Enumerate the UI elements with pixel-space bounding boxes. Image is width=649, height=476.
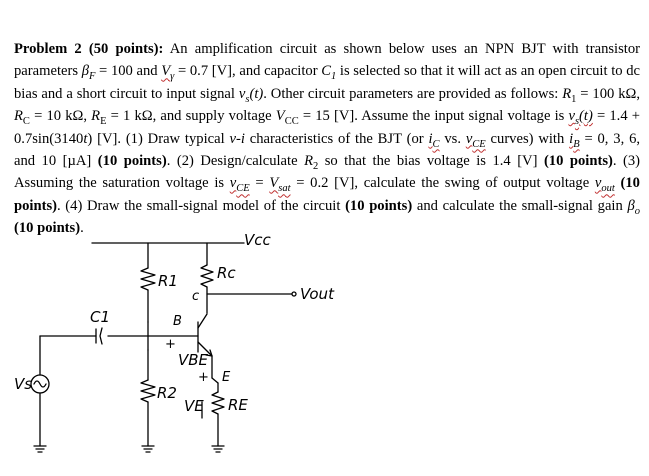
problem-text-segment: is selected so that it will act as an open circuit to dc bias and a short circuit to input signal xyxy=(14,63,640,102)
problem-text-segment: . Other circuit parameters are provided as follows: xyxy=(263,85,563,102)
problem-text-segment: 1 xyxy=(571,93,577,105)
problem-text-segment: out xyxy=(601,183,615,195)
problem-text-segment: E xyxy=(100,116,107,128)
problem-text-segment: so that the bias voltage is 1.4 [V] xyxy=(318,153,544,170)
r1-resistor xyxy=(141,268,155,290)
problem-text-segment: ) [V]. (1) Draw typical xyxy=(87,130,230,147)
problem-text-segment: (10 points) xyxy=(345,197,413,214)
emitter-node xyxy=(212,378,218,383)
problem-text-segment: C xyxy=(22,116,30,128)
vcc-label: Vcc xyxy=(244,231,271,249)
problem-text-segment: C xyxy=(321,63,331,80)
problem-text-segment: t xyxy=(83,130,88,147)
ground-r2 xyxy=(142,446,154,452)
problem-text-segment: CC xyxy=(284,116,299,128)
problem-text-segment: characteristics of the BJT (or xyxy=(244,130,429,147)
problem-text-segment: R xyxy=(14,108,23,125)
problem-text-segment: v xyxy=(238,85,246,102)
problem-text-segment: = 0.2 [V], calculate the swing of output voltage xyxy=(290,175,595,192)
vbe-label: VBE xyxy=(178,351,209,369)
ground-source xyxy=(34,446,46,452)
problem-text-segment: V xyxy=(161,63,171,80)
problem-text-segment: i xyxy=(240,130,245,147)
problem-text-segment: γ xyxy=(170,71,175,83)
problem-text-segment: v xyxy=(568,108,575,125)
problem-text-segment: V xyxy=(275,108,285,125)
problem-text-segment: 2 xyxy=(312,160,319,172)
problem-text-segment: ( xyxy=(249,85,255,102)
problem-text-segment: = xyxy=(249,175,270,192)
problem-text-segment: = 100 kΩ, xyxy=(576,85,640,102)
problem-text-segment: curves) with xyxy=(485,130,570,147)
problem-text-segment: (10 points) xyxy=(14,220,81,237)
problem-text-segment: = 0, 3, 6, and 10 [µA] xyxy=(14,130,641,170)
ve-label: VE xyxy=(184,397,204,415)
problem-text-segment: β xyxy=(627,197,635,214)
circuit-diagram xyxy=(0,228,649,476)
problem-text-segment: i xyxy=(569,130,574,147)
problem-text-segment: vs. xyxy=(439,130,466,147)
problem-text-segment: (10 points) xyxy=(14,175,640,214)
collector-label: c xyxy=(192,289,200,304)
problem-text-segment: R xyxy=(91,108,101,125)
problem-text-segment: ) xyxy=(587,108,593,125)
re-label: RE xyxy=(228,396,248,414)
emitter-plus: + xyxy=(198,370,209,385)
problem-text-segment: sat xyxy=(278,183,291,195)
problem-text-segment: t xyxy=(254,85,259,102)
transistor-collector xyxy=(198,314,207,328)
problem-text-segment: CE xyxy=(236,183,250,195)
problem-text-segment: ) xyxy=(258,85,264,102)
problem-text-segment: β xyxy=(81,63,89,80)
ground-re xyxy=(212,446,224,452)
vbe-plus: + xyxy=(165,337,176,352)
rc-resistor xyxy=(201,265,213,287)
problem-text-segment: i xyxy=(428,130,433,147)
vout-terminal xyxy=(292,292,296,296)
problem-text-segment: 1 xyxy=(330,71,337,83)
problem-text-segment: CE xyxy=(472,138,486,150)
c1-label: C1 xyxy=(90,308,111,326)
problem-text-segment: = 15 [V]. Assume the input signal voltage is xyxy=(298,108,569,125)
r2-label: R2 xyxy=(157,384,177,402)
c1-plate-right xyxy=(100,328,102,344)
problem-statement xyxy=(14,38,640,240)
problem-text-segment: C xyxy=(432,138,440,150)
problem-text-segment: R xyxy=(562,85,572,102)
problem-text-segment: . (3) Assuming the saturation voltage is xyxy=(14,153,641,192)
problem-text-segment: ( xyxy=(579,108,584,125)
problem-text-segment: = 100 and xyxy=(95,63,162,80)
problem-text-segment: . (2) Design/calculate xyxy=(166,153,305,170)
re-resistor xyxy=(212,392,224,414)
problem-text-segment: o xyxy=(634,205,640,217)
r2-resistor xyxy=(141,380,155,402)
problem-heading: Problem 2 (50 points): xyxy=(14,41,164,57)
problem-text-segment: v xyxy=(465,130,473,147)
problem-text-segment: v xyxy=(594,175,602,192)
problem-text-segment: s xyxy=(245,93,250,105)
problem-text-segment: = 1.4 + 0.7sin(3140 xyxy=(14,108,640,147)
vout-label: Vout xyxy=(300,285,334,303)
problem-text-segment: - xyxy=(235,130,241,147)
problem-text-segment: . (4) Draw the small-signal model of the circuit xyxy=(56,197,346,214)
problem-text-segment: = 1 kΩ, and supply voltage xyxy=(106,108,276,125)
problem-text-segment: s xyxy=(574,116,580,128)
problem-text-segment: An amplification circuit as shown below uses an NPN BJT with transistor parameters xyxy=(14,41,640,80)
problem-text-segment: v xyxy=(229,175,237,192)
problem-text-segment: v xyxy=(229,130,236,147)
rc-label: Rc xyxy=(217,264,236,282)
problem-text-segment: = 10 kΩ, xyxy=(29,108,92,125)
problem-text-segment: t xyxy=(583,108,588,125)
problem-text-segment: F xyxy=(88,71,96,83)
base-label: B xyxy=(173,314,182,329)
problem-text-segment: = 0.7 [V], and capacitor xyxy=(174,63,322,80)
problem-text-segment: R xyxy=(304,153,313,170)
problem-text-segment: . xyxy=(80,220,84,237)
problem-text-segment: B xyxy=(573,138,580,150)
problem-body xyxy=(14,41,640,236)
problem-text-segment: (10 points) xyxy=(97,153,167,170)
problem-text-segment: V xyxy=(269,175,279,192)
source-sine xyxy=(34,381,46,387)
r1-label: R1 xyxy=(158,272,178,290)
problem-text-segment: (10 points) xyxy=(543,153,613,170)
vs-label: Vs xyxy=(14,375,33,393)
emitter-label: E xyxy=(222,370,231,385)
problem-text-segment: and calculate the small-signal gain xyxy=(412,197,628,214)
